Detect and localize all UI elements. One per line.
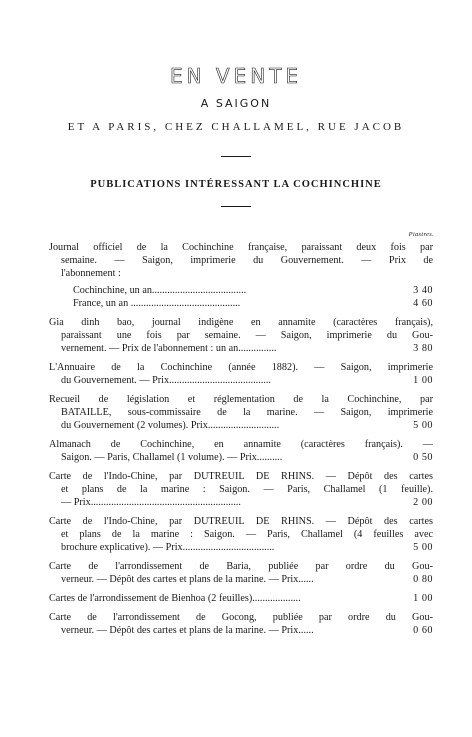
entry-line [49,451,433,464]
entry-text: l'abonnement : [61,268,121,279]
entry-line [49,342,433,355]
entry-price: 5 00 [413,542,433,553]
entry-text: verneur. — Dépôt des cartes et plans de la marine. — Prix...... [61,625,314,636]
publication-list [49,241,433,643]
entry-line [49,329,433,342]
entry-text: Cartes de l'arrondissement de Bienhoa (2 feuilles)................... [49,593,301,604]
entry-line [49,541,433,554]
entry-text: paraissant une fois par semaine. — Saigon, imprimerie du Gou- [61,330,433,341]
entry-price: 3 40 [413,285,433,296]
entry-text: brochure explicative). — Prix.................................... [61,542,275,553]
entry-line [49,361,433,374]
entry-line [49,284,433,297]
entry-text: et plans de la marine : Saigon. — Paris, Challamel (1 feuille). [61,484,433,495]
publication-entry [49,316,433,355]
entry-price: 0 50 [413,452,433,463]
entry-text: du Gouvernement. — Prix........................................ [61,375,271,386]
entry-text: Carte de l'Indo-Chine, par DUTREUIL DE RHINS. — Dépôt des cartes [49,516,433,527]
entry-text: Cochinchine, un an..................................... [73,285,247,296]
publication-entry [49,241,433,310]
entry-price: 0 60 [413,625,433,636]
entry-text: Almanach de Cochinchine, en annamite (caractères français). — [49,439,433,450]
entry-text: Saigon. — Paris, Challamel (1 volume). — Prix.......... [61,452,283,463]
entry-line [49,624,433,637]
entry-price: 5 00 [413,420,433,431]
entry-line [49,573,433,586]
page-title: EN VENTE [169,64,303,88]
entry-line [49,515,433,528]
publication-entry [49,361,433,387]
entry-price: 1 00 [413,375,433,386]
publication-entry [49,560,433,586]
entry-text: vernement. — Prix de l'abonnement : un an............... [61,343,277,354]
entry-line [49,316,433,329]
divider-rule [221,206,251,207]
entry-line [49,528,433,541]
publication-entry [49,611,433,637]
entry-price: 2 00 [413,497,433,508]
publication-entry [49,393,433,432]
entry-line [49,267,433,280]
entry-text: verneur. — Dépôt des cartes et plans de la marine. — Prix...... [61,574,314,585]
publication-entry [49,438,433,464]
entry-line [49,419,433,432]
entry-text: semaine. — Saigon, imprimerie du Gouvernement. — Prix de [61,255,433,266]
entry-text: L'Annuaire de la Cochinchine (année 1882). — Saigon, imprimerie [49,362,433,373]
entry-line [49,374,433,387]
publication-entry [49,592,433,605]
publication-entry [49,470,433,509]
entry-text: BATAILLE, sous-commissaire de la marine. — Saigon, imprimerie [61,407,433,418]
entry-line [49,438,433,451]
entry-line [49,483,433,496]
entry-text: Carte de l'Indo-Chine, par DUTREUIL DE RHINS. — Dépôt des cartes [49,471,433,482]
entry-text: du Gouvernement (2 volumes). Prix............................ [61,420,280,431]
entry-line [49,560,433,573]
publication-entry [49,515,433,554]
entry-line [49,393,433,406]
entry-text: France, un an ........................................... [73,298,241,309]
entry-text: Gia dinh bao, journal indigène en annamite (caractères français), [49,317,433,328]
entry-text: Carte de l'arrondissement de Gocong, publiée par ordre du Gou- [49,612,433,623]
entry-line [49,592,433,605]
entry-text: — Prix........................................................... [61,497,241,508]
entry-price: 0 80 [413,574,433,585]
section-subtitle: PUBLICATIONS INTÉRESSANT LA COCHINCHINE [90,179,382,190]
entry-price: 4 60 [413,298,433,309]
divider-rule [221,156,251,157]
entry-line [49,406,433,419]
entry-line [49,241,433,254]
entry-line [49,470,433,483]
entry-text: Carte de l'arrondissement de Baria, publiée par ordre du Gou- [49,561,433,572]
price-column-heading: Piastres. [408,231,434,238]
entry-line [49,611,433,624]
entry-price: 1 00 [413,593,433,604]
entry-text: Recueil de législation et réglementation de la Cochinchine, par [49,394,433,405]
entry-line [49,254,433,267]
address-line: ET A PARIS, CHEZ CHALLAMEL, RUE JACOB [67,121,405,133]
entry-line [49,496,433,509]
entry-price: 3 80 [413,343,433,354]
entry-text: et plans de la marine : Saigon. — Paris, Challamel (4 feuilles avec [61,529,433,540]
entry-text: Journal officiel de la Cochinchine française, paraissant deux fois par [49,242,433,253]
entry-line [49,297,433,310]
place-line: A SAIGON [200,97,272,110]
